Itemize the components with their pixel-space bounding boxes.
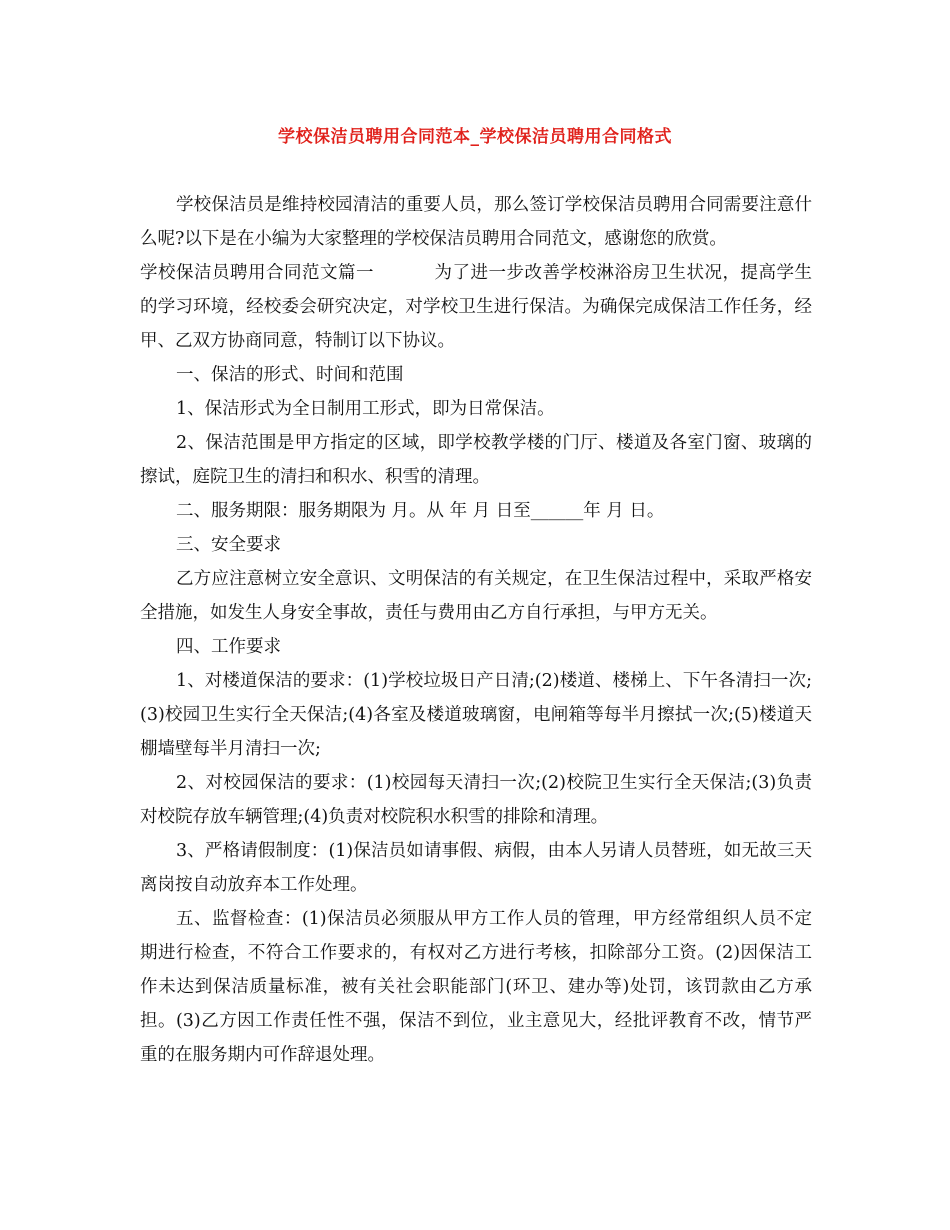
body-paragraph: 2、保洁范围是甲方指定的区域，即学校教学楼的门厅、楼道及各室门窗、玻璃的擦试，庭院卫生的清扫和积水、积雪的清理。 — [140, 433, 812, 487]
body-paragraph: 四、工作要求 — [176, 637, 281, 657]
section-paragraph — [140, 256, 812, 358]
body-paragraph: 1、保洁形式为全日制用工形式，即为日常保洁。 — [176, 399, 555, 419]
intro-paragraph: 学校保洁员是维持校园清洁的重要人员，那么签订学校保洁员聘用合同需要注意什么呢?以下是在小编为大家整理的学校保洁员聘用合同范文，感谢您的欣赏。 — [140, 195, 812, 249]
body-paragraph: 三、安全要求 — [176, 535, 281, 555]
body-paragraph: 乙方应注意树立安全意识、文明保洁的有关规定，在卫生保洁过程中，采取严格安全措施，如发生人身安全事故，责任与费用由乙方自行承担，与甲方无关。 — [140, 569, 812, 623]
body-paragraph: 五、监督检查：(1)保洁员必须服从甲方工作人员的管理，甲方经常组织人员不定期进行检查，不符合工作要求的，有权对乙方进行考核，扣除部分工资。(2)因保洁工作未达到保洁质量标准，被有关社会职能部门(环卫、建办等)处罚，该罚款由乙方承担。(3)乙方因工作责任性不强，保洁不到位，业主意见大，经批评教育不改，情节严重的在服务期内可作辞退处理。 — [140, 909, 812, 1065]
body-paragraph: 一、保洁的形式、时间和范围 — [176, 365, 404, 385]
body-paragraph: 2、对校园保洁的要求：(1)校园每天清扫一次;(2)校院卫生实行全天保洁;(3)负责对校院存放车辆管理;(4)负责对校院积水积雪的排除和清理。 — [140, 773, 812, 827]
document-title: 学校保洁员聘用合同范本_学校保洁员聘用合同格式 — [278, 127, 672, 147]
body-paragraph: 1、对楼道保洁的要求：(1)学校垃圾日产日清;(2)楼道、楼梯上、下午各清扫一次;(3)校园卫生实行全天保洁;(4)各室及楼道玻璃窗，电闸箱等每半月擦拭一次;(5)楼道天棚墙壁每半月清扫一次; — [140, 671, 812, 759]
body-paragraph: 二、服务期限：服务期限为 月。从 年 月 日至______年 月 日。 — [176, 501, 665, 521]
body-paragraph: 3、严格请假制度：(1)保洁员如请事假、病假，由本人另请人员替班，如无故三天离岗按自动放弃本工作处理。 — [140, 841, 812, 895]
section-heading: 学校保洁员聘用合同范文篇一 — [140, 263, 374, 283]
document-body — [140, 188, 812, 1072]
preamble-text: 为了进一步改善学校淋浴房卫生状况，提高学生的学习环境，经校委会研究决定，对学校卫生进行保洁。为确保完成保洁工作任务，经甲、乙双方协商同意，特制订以下协议。 — [140, 263, 812, 351]
